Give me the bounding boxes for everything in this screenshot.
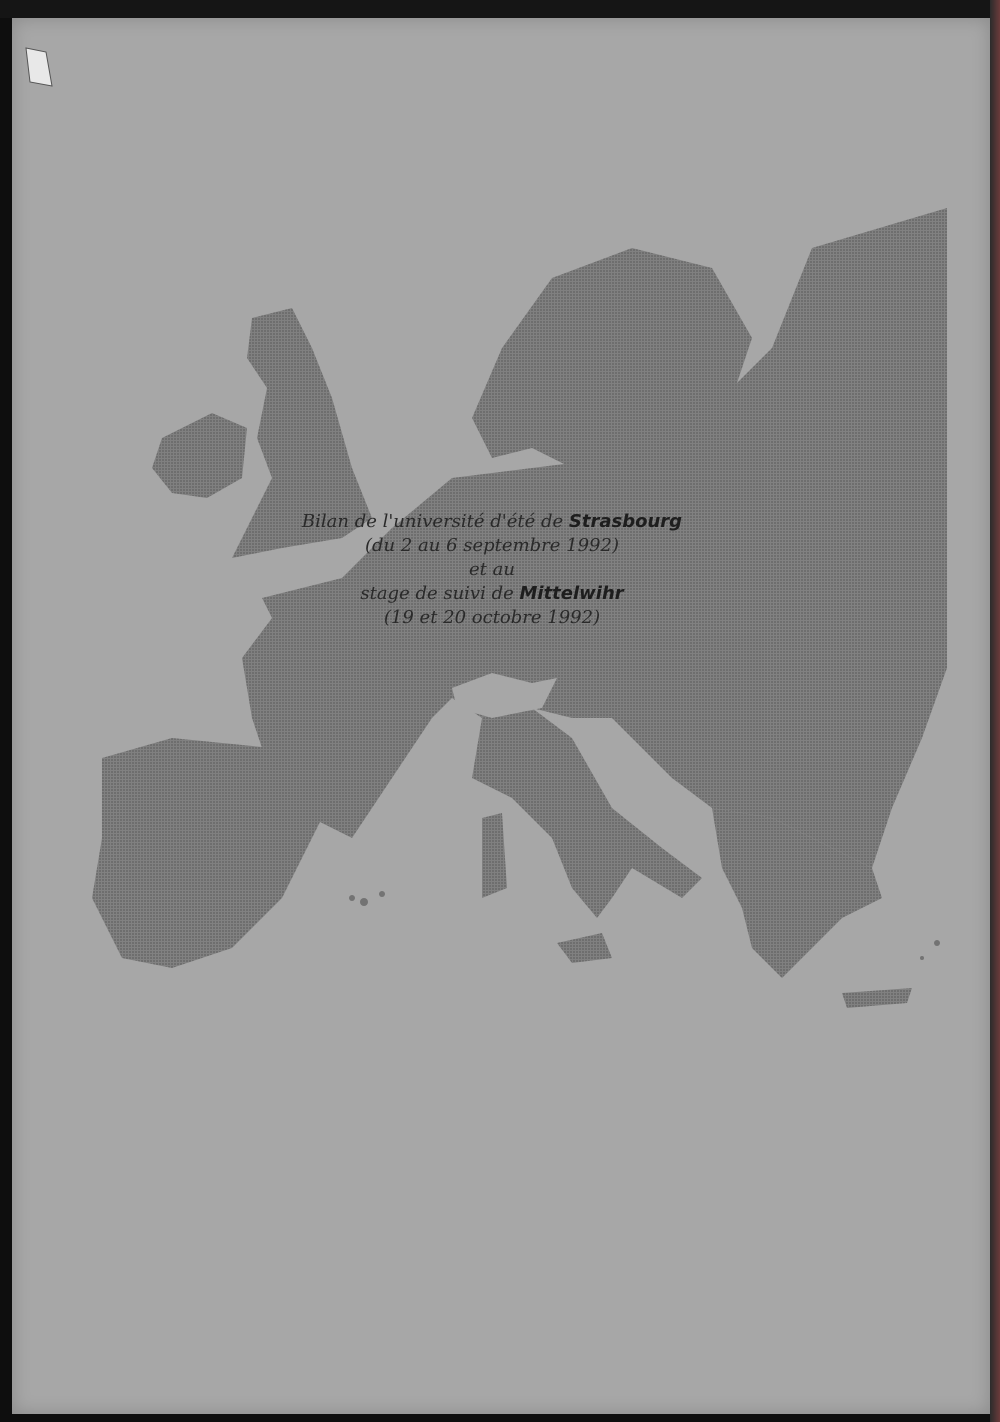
location-mittelwihr: Mittelwihr (519, 583, 624, 604)
cover-title (252, 510, 732, 630)
scan-right-edge (990, 0, 1000, 1422)
title-line-5-text: (19 et 20 octobre 1992) (383, 607, 601, 628)
europe-map-illustration (12, 18, 990, 1414)
title-line-3-text: et au (469, 559, 515, 580)
title-line-2 (252, 534, 732, 558)
title-line-3 (252, 558, 732, 582)
title-line-1 (252, 510, 732, 534)
title-line-5 (252, 606, 732, 630)
title-line-1-text: Bilan de l'université d'été de (301, 511, 569, 532)
folded-corner-icon (24, 46, 54, 91)
title-line-2-text: (du 2 au 6 septembre 1992) (365, 535, 619, 556)
location-strasbourg: Strasbourg (568, 511, 683, 532)
scan-top-edge (0, 0, 1000, 18)
title-line-4 (252, 582, 732, 606)
cover-sheet (12, 18, 990, 1414)
title-line-4-text: stage de suivi de (360, 583, 520, 604)
